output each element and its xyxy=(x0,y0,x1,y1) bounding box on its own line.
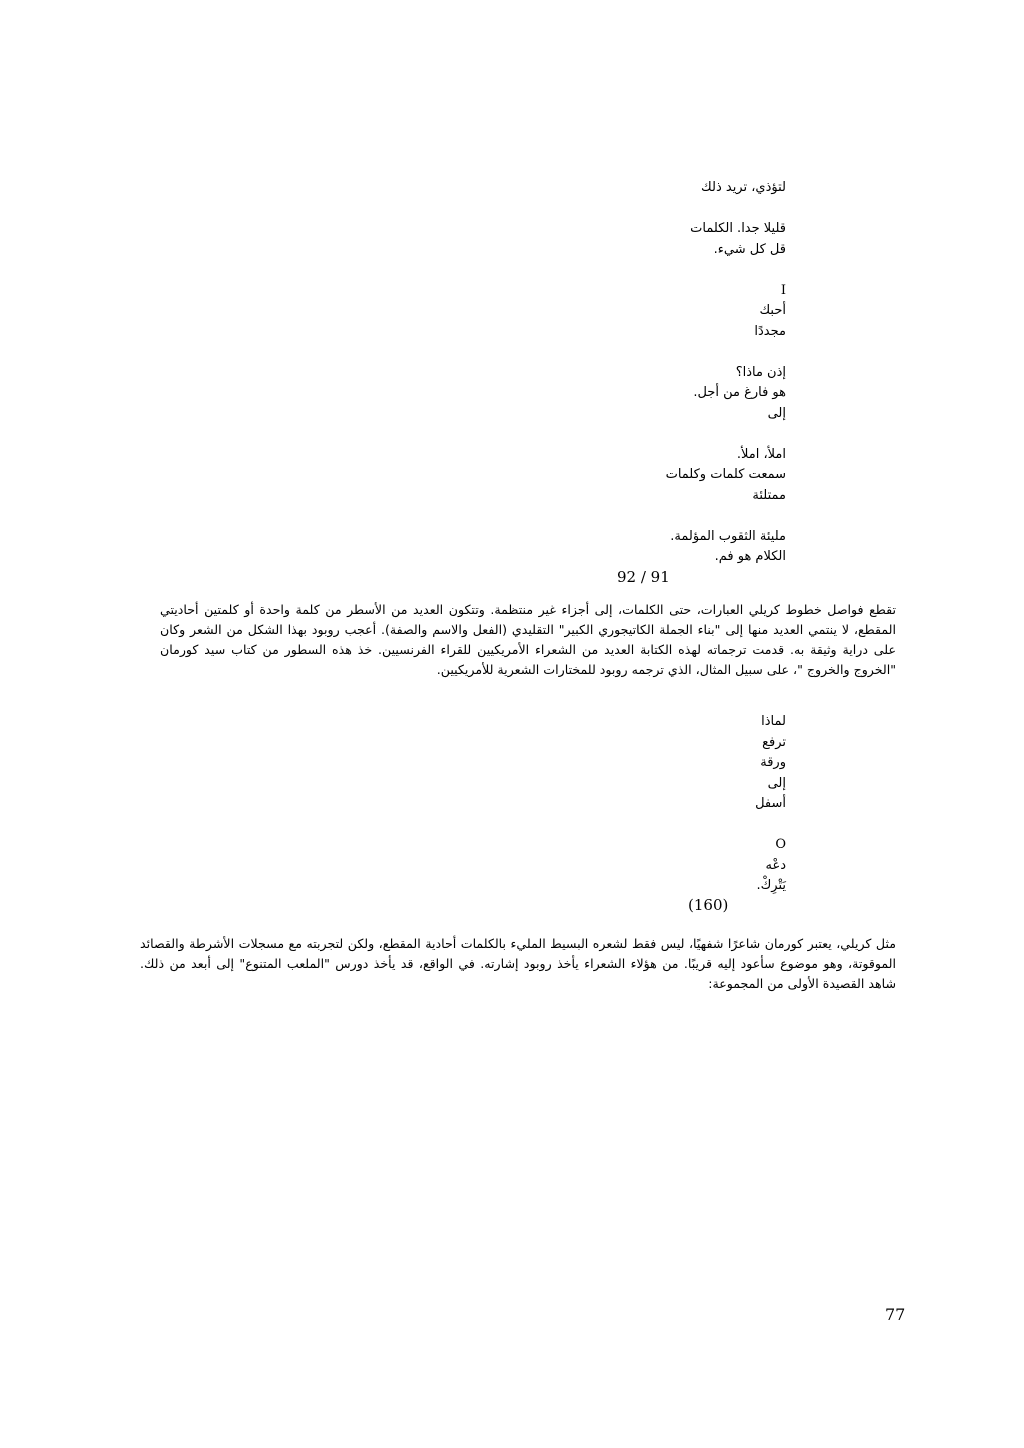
verse-line: إلى xyxy=(767,405,786,421)
verse-line: مليئة الثقوب المؤلمة. xyxy=(670,528,786,544)
verse-line: سمعت كلمات وكلمات xyxy=(665,467,786,482)
body-paragraph-2: مثل كريلي، يعتبر كورمان شاعرًا شفهيًا، ليس فقط لشعره البسيط المليء بالكلمات أحادية المقطع، ولكن لتجربته مع مسجلات الأشرطة والقصائد الموقوتة، وهو موضوع سأعود إليه قريبًا. من هؤلاء الشعراء يأخذ روبود إشارته. في الواقع، قد يأخذ دورس "الملعب المتنوع" إلى أبعد من ذلك. شاهد القصيدة الأولى من المجموعة: xyxy=(140,936,896,991)
verse-line: قليلا جدا. الكلمات xyxy=(690,221,786,236)
verse-line: إلى xyxy=(767,775,786,791)
verse-line: لتؤذي، تريد ذلك xyxy=(701,180,786,195)
verse-line: يَتْرِكْ. xyxy=(756,878,786,893)
poem-excerpt-2 xyxy=(486,712,786,897)
verse-line: لماذا xyxy=(761,714,786,729)
poem-excerpt-1 xyxy=(486,178,786,568)
verse-line: الكلام هو فم. xyxy=(714,549,786,564)
verse-line: هو فارغ من أجل. xyxy=(693,385,786,400)
verse-line: إذن ماذا؟ xyxy=(735,364,786,380)
citation-reference-2: (160) xyxy=(688,896,729,914)
verse-line: قل كل شيء. xyxy=(713,241,786,257)
verse-line: املأ، املأ. xyxy=(736,446,786,462)
verse-line: ممتلئة xyxy=(752,487,786,503)
citation-reference-1: 92 / 91 xyxy=(617,568,670,586)
verse-line: ورقة xyxy=(760,755,786,770)
verse-line: دعْه xyxy=(765,857,786,873)
verse-line: I xyxy=(780,282,786,298)
verse-line: أحبك xyxy=(759,303,786,318)
verse-line: مجددًا xyxy=(754,323,786,339)
verse-line: أسفل xyxy=(755,796,786,811)
body-paragraph-1: تقطع فواصل خطوط كريلي العبارات، حتى الكلمات، إلى أجزاء غير منتظمة. وتتكون العديد من الأسطر من كلمة واحدة أو كلمتين أحاديتي المقطع، لا ينتمي العديد منها إلى "بناء الجملة الكاتيجوري الكبير" التقليدي (الفعل والاسم والصفة). أعجب روبود بهذا الشكل من الشعر وكان على دراية وثيقة به. قدمت ترجماته لهذه الكتابة العديد من الشعراء الأمريكيين للقراء الفرنسيين. خذ هذه السطور من كتاب سيد كورمان "الخروج والخروج "، على سبيل المثال، الذي ترجمه روبود للمختارات الشعرية للأمريكيين. xyxy=(160,602,896,677)
page-number: 77 xyxy=(885,1305,906,1324)
verse-line: O xyxy=(775,837,786,852)
verse-line: ترفع xyxy=(762,734,786,750)
